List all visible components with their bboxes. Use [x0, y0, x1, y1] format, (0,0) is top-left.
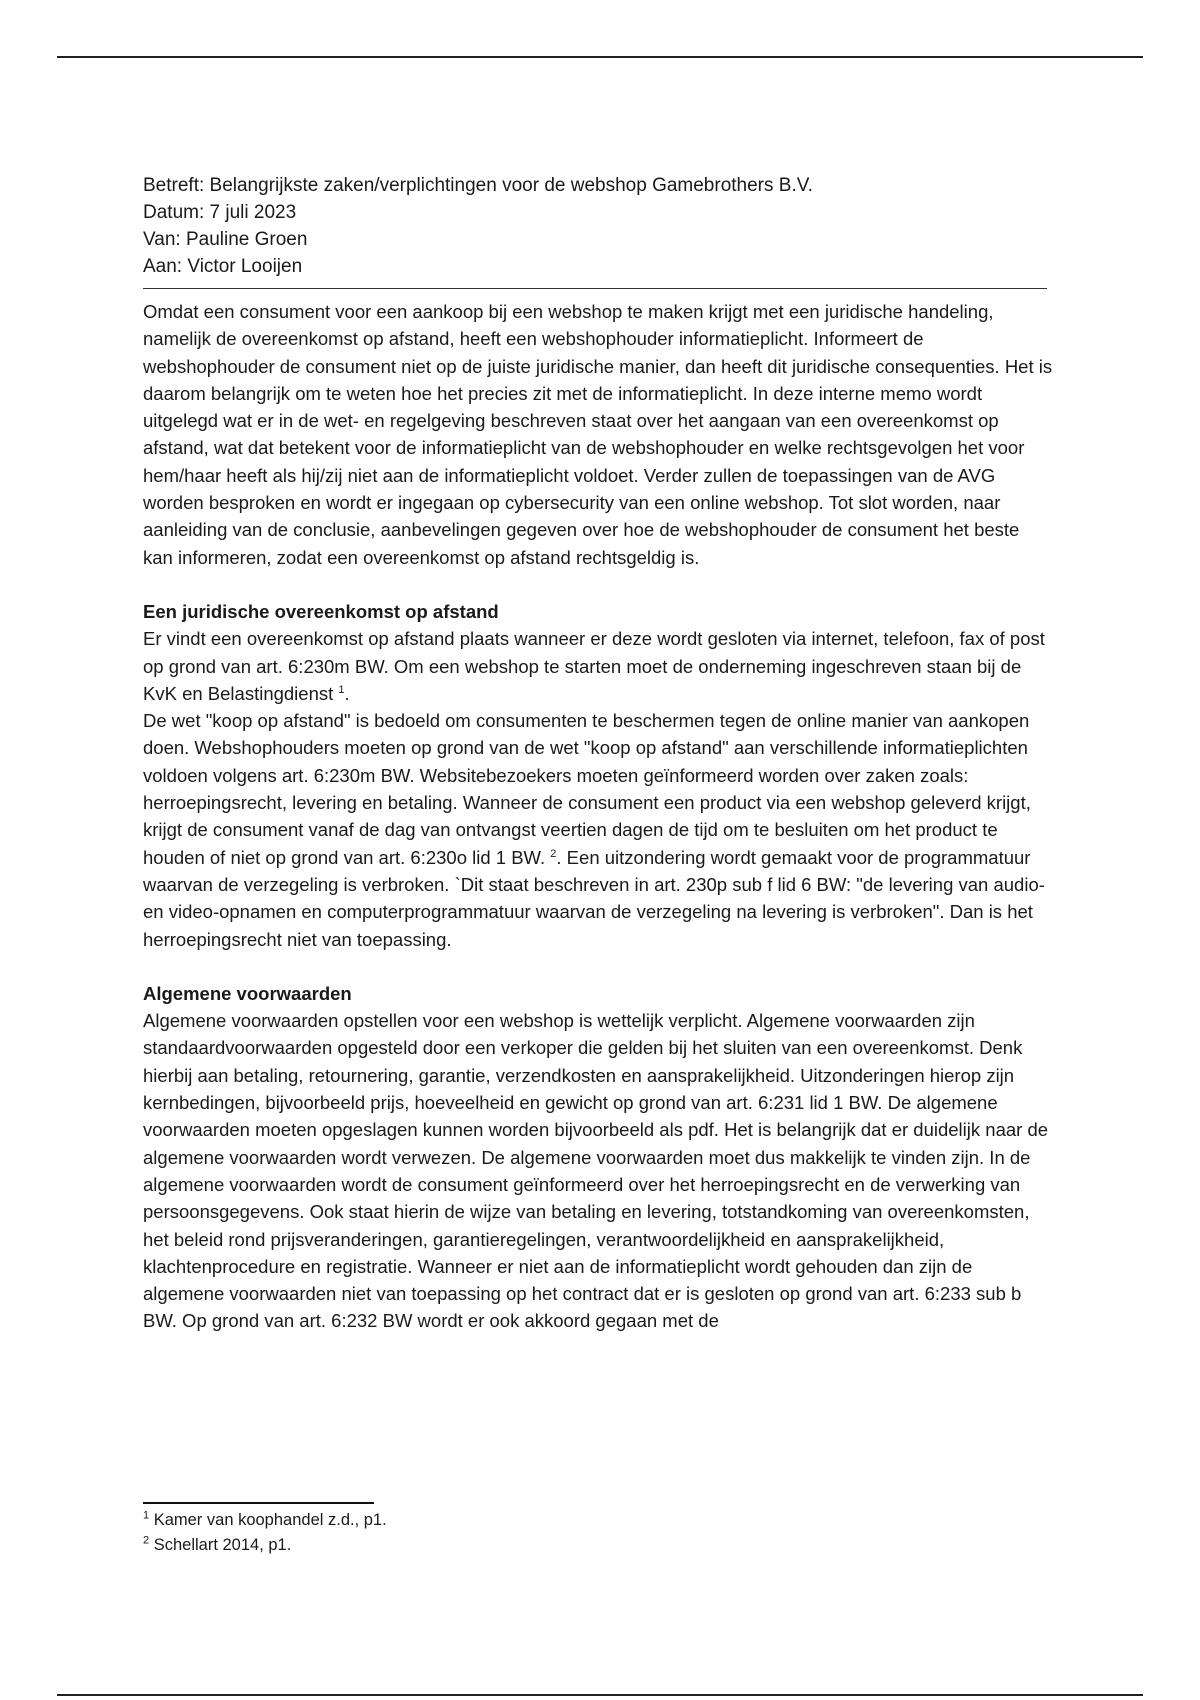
memo-from: Van: Pauline Groen — [143, 229, 308, 250]
section1-paragraph-1-end: . — [344, 682, 350, 704]
memo-page — [143, 172, 1053, 1335]
bottom-border-rule — [57, 1694, 1143, 1696]
section-heading-voorwaarden: Algemene voorwaarden — [143, 982, 352, 1004]
header-separator — [143, 288, 1047, 289]
top-border-rule — [57, 56, 1143, 58]
footnote-1-text: Kamer van koophandel z.d., p1. — [149, 1511, 387, 1529]
section1-paragraph-2-end: . Een uitzondering wordt gemaakt voor de programmatuur waarvan de verzegeling is verbroken. `Dit staat beschreven in art. 230p sub f lid 6 BW: "de levering van audio- en video-opnamen en computerprogrammatuur waarvan de verzegeling na levering is verbroken". Dan is het herroepingsrecht niet van toepassing. — [143, 846, 1045, 950]
memo-to: Aan: Victor Looijen — [143, 256, 303, 277]
intro-paragraph: Omdat een consument voor een aankoop bij een webshop te maken krijgt met een juridische handeling, namelijk de overeenkomst op afstand, heeft een webshophouder informatieplicht. Informeert de webshophouder de consument niet op de juiste juridische manier, dan heeft dit juridische consequenties. Het is daarom belangrijk om te weten hoe het precies zit met de informatieplicht. In deze interne memo wordt uitgelegd wat er in de wet- en regelgeving beschreven staat over het aangaan van een overeenkomst op afstand, wat dat betekent voor de informatieplicht van de webshophouder en welke rechtsgevolgen het voor hem/haar heeft als hij/zij niet aan de informatieplicht voldoet. Verder zullen de toepassingen van de AVG worden besproken en wordt er ingegaan op cybersecurity van een online webshop. Tot slot worden, naar aanleiding van de conclusie, aanbevelingen gegeven over hoe de webshophouder de consument het beste kan informeren, zodat een overeenkomst op afstand rechtsgeldig is. — [143, 301, 1053, 568]
footnote-2-text: Schellart 2014, p1. — [149, 1536, 292, 1554]
footnote-2-number: 2 — [143, 1534, 150, 1547]
section2-paragraph-1: Algemene voorwaarden opstellen voor een webshop is wettelijk verplicht. Algemene voorwaarden zijn standaardvoorwaarden opgesteld door een verkoper die gelden bij het sluiten van een overeenkomst. Denk hierbij aan betaling, retournering, garantie, verzendkosten en aansprakelijkheid. Uitzonderingen hierop zijn kernbedingen, bijvoorbeeld prijs, hoeveelheid en gewicht op grond van art. 6:231 lid 1 BW. De algemene voorwaarden moeten opgeslagen kunnen worden bijvoorbeeld als pdf. Het is belangrijk dat er duidelijk naar de algemene voorwaarden wordt verwezen. De algemene voorwaarden moet dus makkelijk te vinden zijn. In de algemene voorwaarden wordt de consument geïnformeerd over het herroepingsrecht en de verwerking van persoonsgegevens. Ook staat hierin de wijze van betaling en levering, totstandkoming van overeenkomsten, het beleid rond prijsveranderingen, garantieregelingen, verantwoordelijkheid en aansprakelijkheid, klachtenprocedure en registratie. Wanneer er niet aan de informatieplicht wordt gehouden dan zijn de algemene voorwaarden niet van toepassing op het contract dat er is gesloten op grond van art. 6:233 sub b BW. Op grond van art. 6:232 BW wordt er ook akkoord gegaan met de — [143, 1010, 1049, 1332]
section1-paragraph-1-text: Er vindt een overeenkomst op afstand plaats wanneer er deze wordt gesloten via internet, telefoon, fax of post op grond van art. 6:230m BW. Om een webshop te starten moet de onderneming ingeschreven staan bij de KvK en Belastingdienst — [143, 628, 1045, 704]
section-heading-overeenkomst: Een juridische overeenkomst op afstand — [143, 600, 499, 622]
section1-paragraph-1 — [143, 625, 1053, 707]
footnotes — [143, 1508, 387, 1558]
footnote-ref-2[interactable]: 2 — [550, 847, 557, 860]
footnote-separator — [143, 1502, 374, 1504]
footnote-2 — [143, 1533, 387, 1558]
footnote-ref-1[interactable]: 1 — [338, 683, 345, 696]
memo-date: Datum: 7 juli 2023 — [143, 202, 297, 223]
footnote-1-number: 1 — [143, 1509, 150, 1522]
section1-paragraph-2-text: De wet "koop op afstand" is bedoeld om consumenten te beschermen tegen de online manier van aankopen doen. Webshophouders moeten op grond van de wet "koop op afstand" aan verschillende informatieplichten voldoen volgens art. 6:230m BW. Websitebezoekers moeten geïnformeerd worden over zaken zoals: herroepingsrecht, levering en betaling. Wanneer de consument een product via een webshop geleverd krijgt, krijgt de consument vanaf de dag van ontvangst veertien dagen de tijd om te besluiten om het product te houden of niet op grond van art. 6:230o lid 1 BW. — [143, 710, 1031, 868]
memo-subject: Betreft: Belangrijkste zaken/verplichtingen voor de webshop Gamebrothers B.V. — [143, 175, 813, 196]
section1-paragraph-2 — [143, 707, 1053, 953]
footnote-1 — [143, 1508, 387, 1533]
